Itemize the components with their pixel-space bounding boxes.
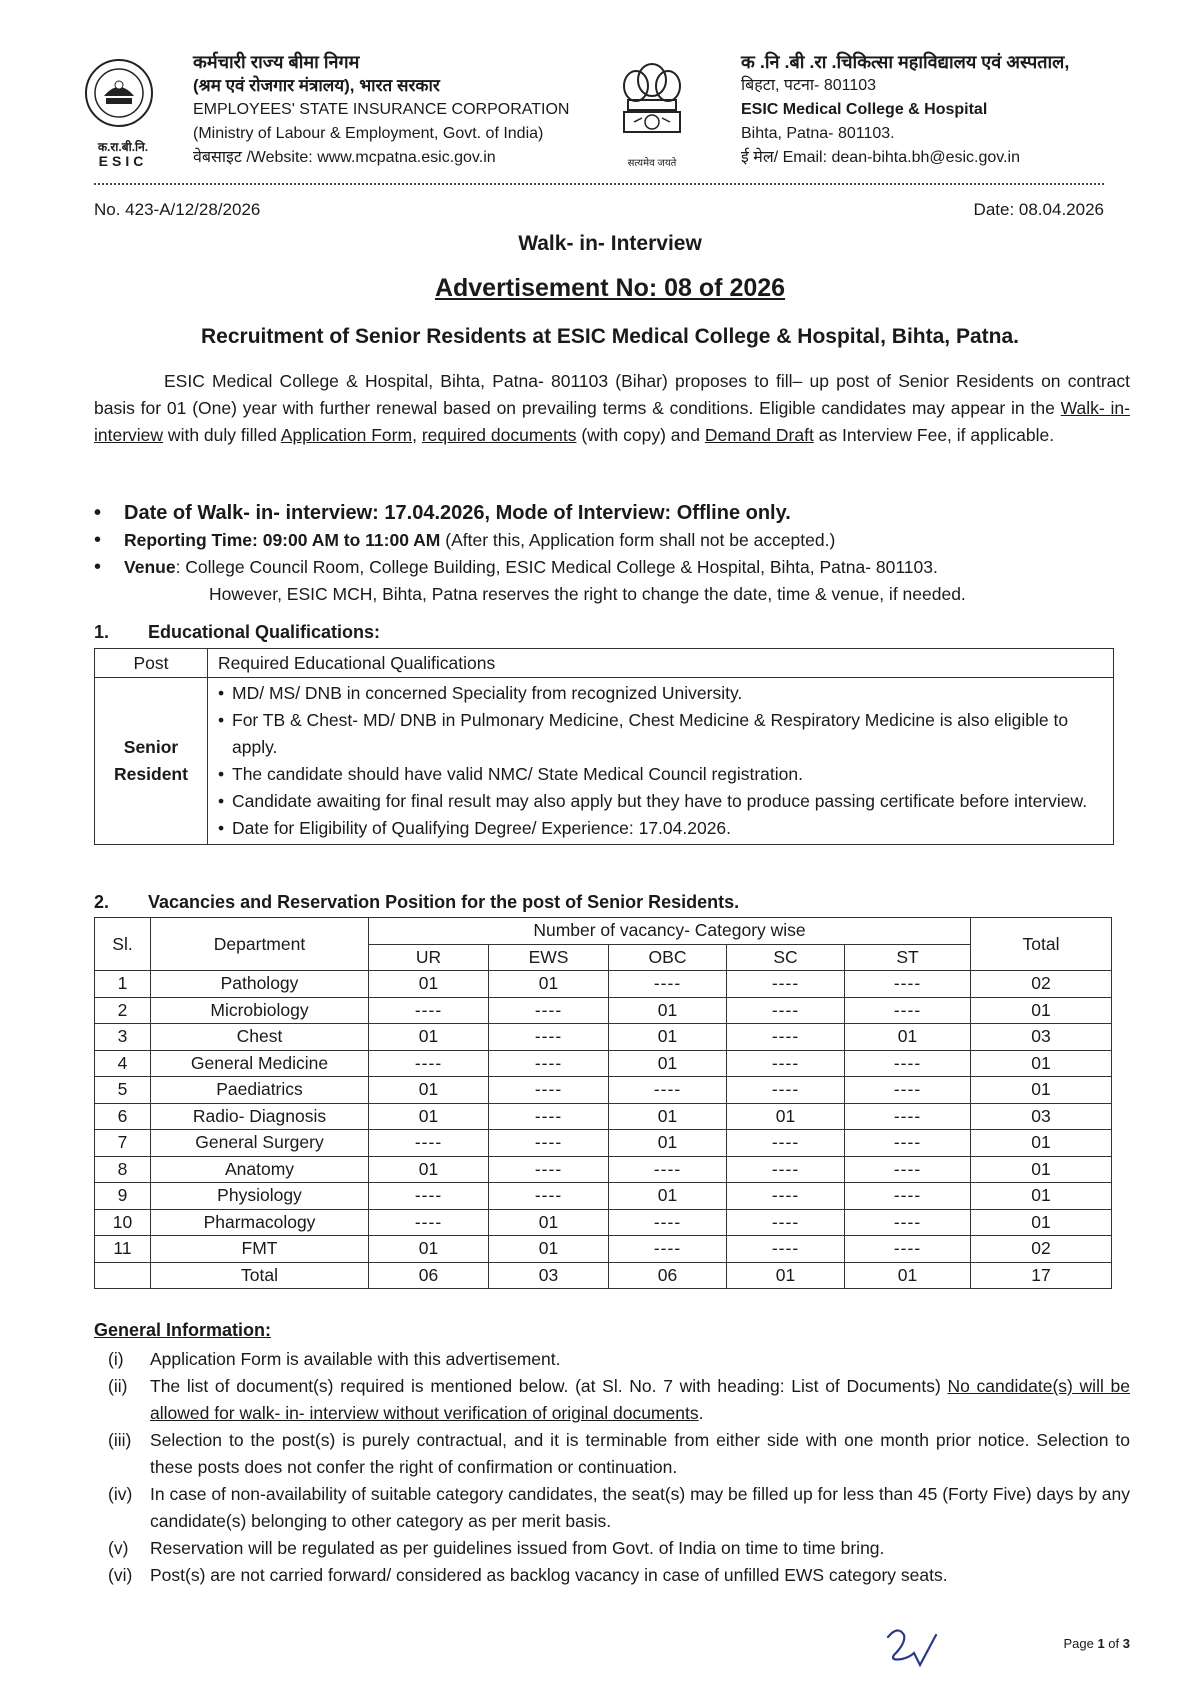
table-cell: ---- [845,1236,971,1263]
list-item [94,1481,1130,1535]
table-cell: ---- [489,1156,609,1183]
page-current: 1 [1097,1636,1105,1651]
item-text-underlined: No candidate(s) will be allowed for walk- in- interview without verification of original documents [150,1376,1130,1423]
table-total-row [95,1262,1112,1289]
venue-label: Venue [124,557,176,577]
list-item: • Candidate awaiting for final result may also apply but they have to produce passing certificate before interview. [218,788,1103,815]
table-cell: ---- [369,1183,489,1210]
venue [94,554,1130,581]
section-number: 1. [94,622,110,642]
table-row [95,997,1112,1024]
state-emblem [614,52,690,152]
post-name [95,678,208,845]
item-number: (ii) [108,1376,128,1396]
item-number: (i) [108,1349,124,1369]
signature-mark [880,1625,940,1669]
table-cell: 02 [971,1236,1112,1263]
table-cell: ---- [727,971,845,998]
esic-abbreviation [84,140,162,168]
walk-in-link-text: Walk- in- interview [94,398,1130,445]
ministry-english: (Ministry of Labour & Employment, Govt. of India) [193,125,544,142]
table-cell: 03 [971,1024,1112,1051]
reporting-note: (After this, Application form shall not be accepted.) [440,530,836,550]
column-header-sl: Sl. [95,918,151,971]
table-cell: ---- [727,1130,845,1157]
requirements-list [218,680,1103,842]
table-row [95,1130,1112,1157]
intro-text: (with copy) and [576,425,705,445]
reference-number: No. 423-A/12/28/2026 [94,200,261,219]
table-cell: ---- [489,1050,609,1077]
header-divider [94,183,1104,185]
table-row [95,1024,1112,1051]
reference-date: Date: 08.04.2026 [973,200,1104,219]
table-cell: 01 [489,1236,609,1263]
table-cell: General Surgery [151,1130,369,1157]
list-item: • MD/ MS/ DNB in concerned Speciality from recognized University. [218,680,1103,707]
table-row [95,1050,1112,1077]
table-cell: Physiology [151,1183,369,1210]
list-item [94,1346,1130,1373]
table-cell: 01 [971,997,1112,1024]
table-cell: 01 [609,1183,727,1210]
table-cell: General Medicine [151,1050,369,1077]
section-2-heading [94,892,739,913]
table-cell: 11 [95,1236,151,1263]
email-line: ई मेल/ Email: dean-bihta.bh@esic.gov.in [741,149,1021,166]
table-cell: 9 [95,1183,151,1210]
item-text: Post(s) are not carried forward/ considered as backlog vacancy in case of unfilled EWS category seats. [150,1565,948,1585]
table-row [95,1103,1112,1130]
item-text-part: The list of document(s) required is mentioned below. (at Sl. No. 7 with heading: List of Documents) [150,1376,948,1396]
table-header-row [95,649,1114,678]
column-header-st: ST [845,944,971,971]
section-1-heading [94,622,380,643]
org-name-english: EMPLOYEES' STATE INSURANCE CORPORATION [193,101,570,118]
table-cell: ---- [845,997,971,1024]
section-title: Educational Qualifications: [148,622,381,642]
table-cell: ---- [845,971,971,998]
item-number: (vi) [108,1565,133,1585]
table-cell: 03 [971,1103,1112,1130]
intro-text: ESIC Medical College & Hospital, Bihta, Patna- 801103 (Bihar) proposes to fill– up post of Senior Residents on contract basis for 01 (One) year with further renewal based on prevailing terms & conditions. Eligible candidates may appear in the [94,371,1130,418]
item-number: (iv) [108,1484,133,1504]
section-title: Vacancies and Reservation Position for the post of Senior Residents. [148,892,740,912]
qualifications-table [94,648,1114,845]
table-cell: ---- [727,997,845,1024]
item-text [150,1373,1130,1427]
table-cell: 3 [95,1024,151,1051]
table-cell: ---- [609,1156,727,1183]
table-cell: 01 [609,997,727,1024]
table-row [95,1236,1112,1263]
list-item [94,1535,1130,1562]
college-address-english: Bihta, Patna- 801103. [741,125,895,142]
reporting-time [94,527,1130,554]
table-cell: 01 [971,1183,1112,1210]
item-text-part: . [698,1403,704,1423]
column-header-ews: EWS [489,944,609,971]
item-text: Reservation will be regulated as per guidelines issued from Govt. of India on time to time bring. [150,1538,885,1558]
table-cell: 7 [95,1130,151,1157]
table-cell: Radio- Diagnosis [151,1103,369,1130]
intro-text: as Interview Fee, if applicable. [813,425,1055,445]
table-cell: ---- [369,1209,489,1236]
table-row [95,1156,1112,1183]
table-cell: ---- [845,1209,971,1236]
intro-text: with duly filled [163,425,281,445]
table-cell: 4 [95,1050,151,1077]
ministry-hindi: (श्रम एवं रोजगार मंत्रालय), भारत सरकार [193,76,440,95]
table-row [95,971,1112,998]
table-cell: 06 [609,1262,727,1289]
advertisement-number: Advertisement No: 08 of 2026 [434,274,786,302]
table-cell: 01 [369,1236,489,1263]
table-cell: Pharmacology [151,1209,369,1236]
esic-logo [84,58,154,128]
esic-abbr-english: ESIC [98,153,148,169]
table-cell: 01 [489,1209,609,1236]
recruitment-title: Recruitment of Senior Residents at ESIC Medical College & Hospital, Bihta, Patna. [201,325,1019,348]
table-cell: ---- [727,1209,845,1236]
reporting-value: : 09:00 AM to 11:00 AM [252,530,441,550]
list-item [94,1373,1130,1427]
table-cell: ---- [727,1183,845,1210]
table-cell: 01 [845,1024,971,1051]
page-mid: of [1104,1636,1123,1651]
table-cell: 01 [727,1103,845,1130]
table-cell: Pathology [151,971,369,998]
column-header-obc: OBC [609,944,727,971]
table-row [95,678,1114,845]
website-line: वेबसाइट /Website: www.mcpatna.esic.gov.in [193,149,496,166]
table-cell: 10 [95,1209,151,1236]
table-cell: ---- [845,1077,971,1104]
column-header-post: Post [95,649,208,678]
table-cell: ---- [489,1130,609,1157]
table-row [95,1077,1112,1104]
column-header-category-group: Number of vacancy- Category wise [369,918,971,945]
vacancy-table [94,917,1112,1289]
interview-date-mode: • Date of Walk- in- interview: 17.04.2026, Mode of Interview: Offline only. [94,500,1130,527]
table-cell: 2 [95,997,151,1024]
table-cell: Microbiology [151,997,369,1024]
table-cell: ---- [727,1077,845,1104]
column-header-total: Total [971,918,1112,971]
table-cell: 01 [609,1024,727,1051]
section-number: 2. [94,892,110,912]
page-prefix: Page [1063,1636,1098,1651]
table-cell: 01 [609,1130,727,1157]
table-cell: ---- [489,1183,609,1210]
table-cell: ---- [727,1050,845,1077]
table-cell: 03 [489,1262,609,1289]
list-item: • The candidate should have valid NMC/ State Medical Council registration. [218,761,1103,788]
item-text: In case of non-availability of suitable category candidates, the seat(s) may be filled up for less than 45 (Forty Five) days by any candidate(s) belonging to other category as per merit basis. [150,1484,1130,1531]
column-header-department: Department [151,918,369,971]
table-cell: ---- [727,1236,845,1263]
list-item [94,1562,1130,1589]
reporting-label: Reporting Time [124,530,253,550]
walk-in-title: Walk- in- Interview [518,232,702,255]
table-cell: ---- [845,1130,971,1157]
table-cell: Chest [151,1024,369,1051]
table-cell: ---- [489,1077,609,1104]
post-name-line: Senior [123,737,179,757]
table-cell: 5 [95,1077,151,1104]
org-name-hindi: कर्मचारी राज्य बीमा निगम [193,52,360,72]
table-cell: ---- [609,1236,727,1263]
table-cell: ---- [369,1050,489,1077]
advertisement-title [0,274,1190,303]
page-number [1063,1636,1130,1651]
table-cell: ---- [845,1156,971,1183]
table-cell: 01 [971,1130,1112,1157]
table-cell: 17 [971,1262,1112,1289]
table-cell: ---- [489,1024,609,1051]
general-info-list [94,1346,1130,1589]
table-cell: ---- [489,997,609,1024]
table-cell: 06 [369,1262,489,1289]
table-cell: 01 [971,1209,1112,1236]
page-total: 3 [1122,1636,1130,1651]
table-cell: 01 [971,1050,1112,1077]
post-name-line: Resident [114,764,188,784]
table-cell: 01 [727,1262,845,1289]
table-cell: ---- [369,997,489,1024]
table-cell: ---- [727,1156,845,1183]
column-header-requirements: Required Educational Qualifications [208,649,1114,678]
table-cell: 01 [369,1024,489,1051]
table-cell: Anatomy [151,1156,369,1183]
table-cell: 01 [489,971,609,998]
general-info-heading: General Information: [94,1320,272,1340]
college-name-english: ESIC Medical College & Hospital [741,101,988,118]
table-cell: 01 [369,971,489,998]
college-address-hindi: बिहटा, पटना- 801103 [741,77,877,94]
table-cell: 01 [609,1050,727,1077]
intro-text: , [412,425,422,445]
table-cell: 1 [95,971,151,998]
table-cell: FMT [151,1236,369,1263]
item-text: Application Form is available with this advertisement. [150,1349,561,1369]
table-cell [95,1262,151,1289]
required-documents-text: required documents [421,425,577,445]
interview-details [94,500,1130,608]
table-cell: 6 [95,1103,151,1130]
table-cell: ---- [609,1209,727,1236]
list-item: • Date for Eligibility of Qualifying Degree/ Experience: 17.04.2026. [218,815,1103,842]
list-item [94,1427,1130,1481]
table-cell: 01 [369,1103,489,1130]
table-cell: 01 [369,1077,489,1104]
requirements-cell [208,678,1114,845]
item-number: (iii) [108,1430,132,1450]
table-cell: ---- [369,1130,489,1157]
column-header-ur: UR [369,944,489,971]
emblem-motto: सत्यमेव जयते [627,158,677,169]
table-cell: ---- [845,1183,971,1210]
esic-abbr-hindi: क.रा.बी.नि. [97,140,149,154]
table-cell: ---- [845,1103,971,1130]
table-cell: 01 [845,1262,971,1289]
application-form-text: Application Form [280,425,413,445]
venue-note: However, ESIC MCH, Bihta, Patna reserves the right to change the date, time & venue, if needed. [209,584,966,604]
table-header-row [95,918,1112,945]
item-text: Selection to the post(s) is purely contractual, and it is terminable from either side with one month prior notice. Selection to these posts does not confer the right of confirmation or continuation. [150,1430,1130,1477]
vacancy-table-body [95,971,1112,1289]
table-cell: ---- [489,1103,609,1130]
header-left-block [193,50,569,170]
table-row [95,1209,1112,1236]
table-cell: ---- [727,1024,845,1051]
table-cell: 8 [95,1156,151,1183]
table-cell: 01 [971,1156,1112,1183]
college-name-hindi: क .नि .बी .रा .चिकित्सा महाविद्यालय एवं अस्पताल, [741,52,1070,72]
table-cell: 02 [971,971,1112,998]
table-cell: ---- [609,971,727,998]
table-cell: Total [151,1262,369,1289]
venue-value: : College Council Room, College Building, ESIC Medical College & Hospital, Bihta, Patna- 801103. [175,557,938,577]
demand-draft-text: Demand Draft [704,425,814,445]
table-cell: ---- [609,1077,727,1104]
table-cell: ---- [845,1050,971,1077]
intro-paragraph [94,368,1130,449]
column-header-sc: SC [727,944,845,971]
table-cell: Paediatrics [151,1077,369,1104]
header-right-block [741,50,1069,170]
table-row [95,1183,1112,1210]
table-cell: 01 [369,1156,489,1183]
table-cell: 01 [971,1077,1112,1104]
list-item: • For TB & Chest- MD/ DNB in Pulmonary Medicine, Chest Medicine & Respiratory Medicine is also eligible to apply. [218,707,1103,761]
table-cell: 01 [609,1103,727,1130]
item-number: (v) [108,1538,129,1558]
